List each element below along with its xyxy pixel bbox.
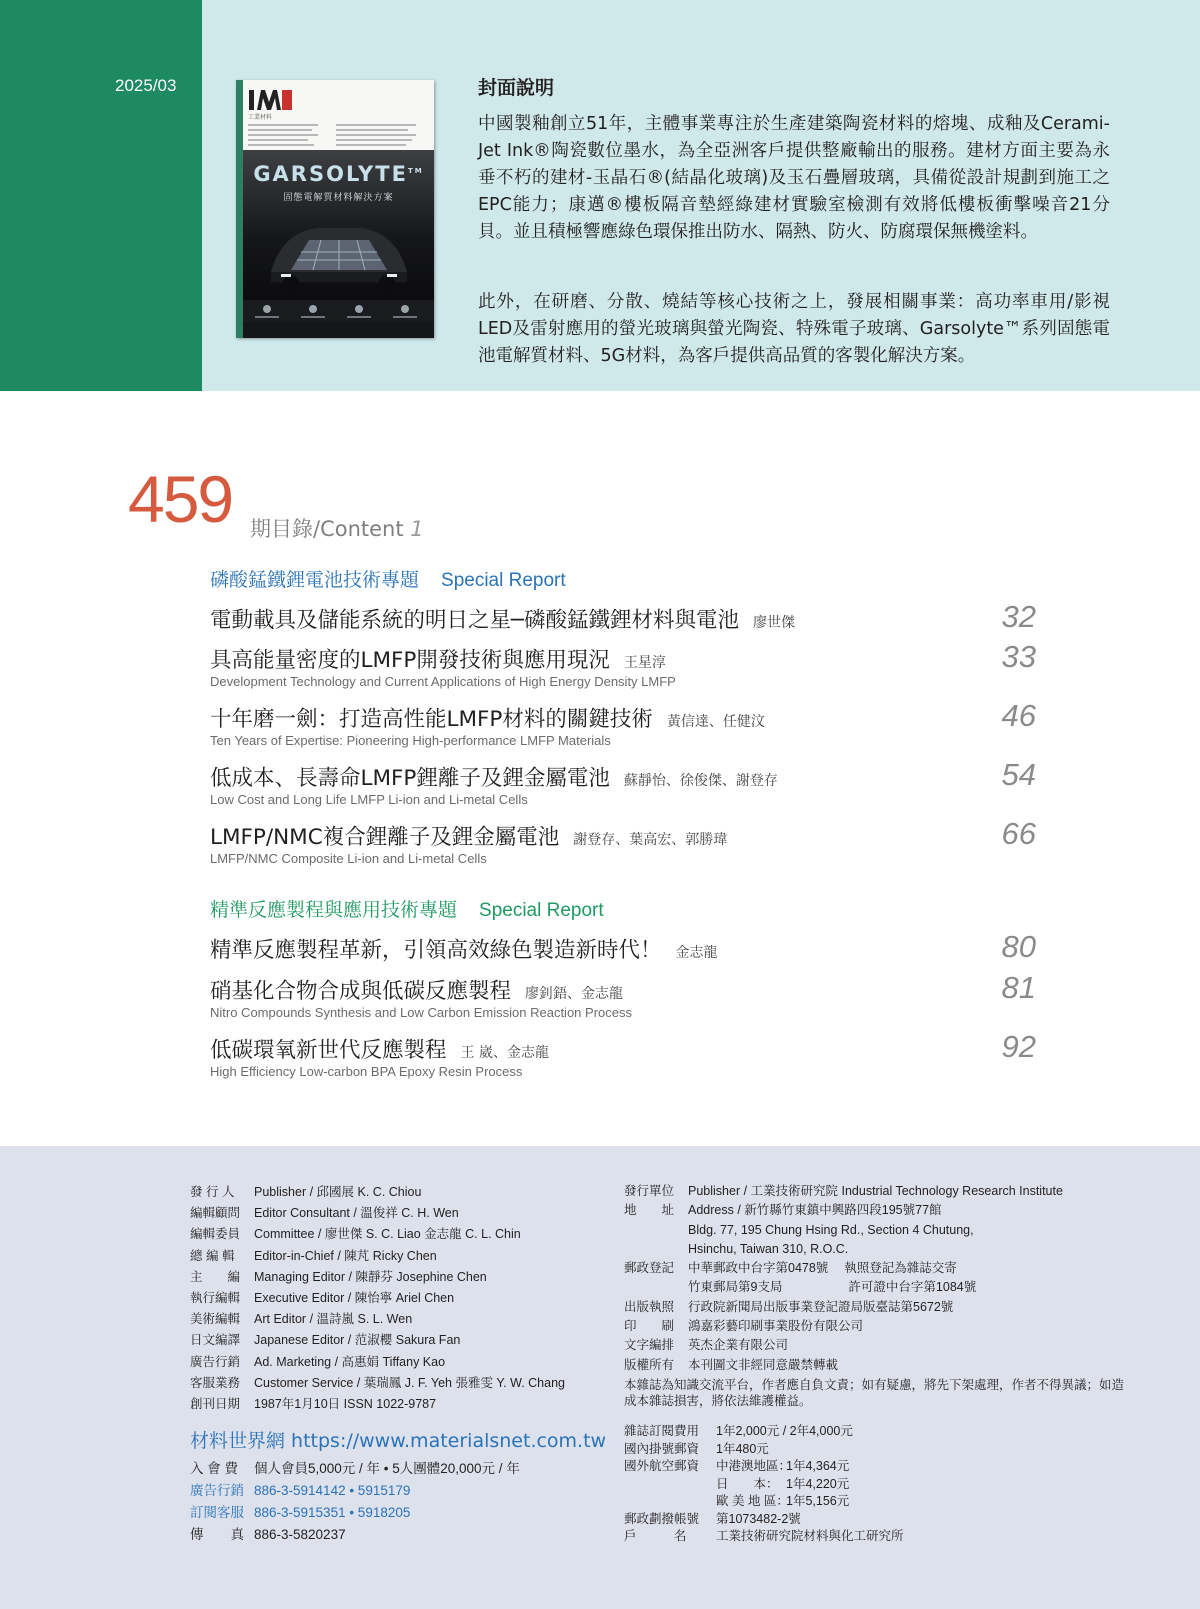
subscription-row [624, 1511, 904, 1529]
contact-row [190, 1480, 520, 1502]
masthead-value: 鴻嘉彩藝印刷事業股份有限公司 [688, 1319, 864, 1334]
masthead-value: Editor Consultant / 溫俊祥 C. H. Wen [254, 1206, 459, 1221]
toc-item-title[interactable]: 精準反應製程革新，引領高效綠色製造新時代！ [210, 938, 662, 963]
subscription-region: 中港澳地區： [716, 1459, 792, 1473]
masthead-row [190, 1352, 565, 1373]
toc-label-index: 1 [410, 517, 424, 541]
subscription-value: 工業技術研究院材料與化工研究所 [716, 1529, 904, 1543]
masthead-row [190, 1394, 565, 1415]
masthead-row [624, 1201, 1063, 1220]
masthead-row [624, 1221, 1063, 1240]
masthead-label: 總 編 輯 [190, 1248, 235, 1263]
itm-logo [248, 88, 294, 114]
toc-item-author: 廖釗鋙、金志龍 [525, 986, 624, 1002]
subscription-value: 1年4,220元 [786, 1476, 850, 1491]
subscription-row [624, 1476, 904, 1494]
legal-notice: 本雜誌為知識交流平台，作者應自負文責；如有疑慮，將先下架處理，作者不得異議；如造成本雜誌損害，將依法維護權益。 [624, 1378, 1125, 1408]
toc-label-text: 期目錄/Content [250, 517, 404, 541]
toc-item-author: 王星淳 [623, 655, 666, 671]
toc-item-author: 金志龍 [675, 945, 718, 961]
subscription-value: 1年4,364元 [786, 1459, 850, 1473]
issue-date: 2025/03 [115, 76, 177, 95]
masthead-row [624, 1336, 1063, 1355]
subscription-region: 日 本： [716, 1476, 779, 1491]
toc-item[interactable] [210, 816, 1036, 866]
masthead-value: Hsinchu, Taiwan 310, R.O.C. [688, 1241, 849, 1256]
masthead-label: 版權所有 [624, 1357, 675, 1372]
masthead-value: Japanese Editor / 范淑櫻 Sakura Fan [254, 1333, 461, 1348]
masthead-row [190, 1267, 565, 1288]
toc-item-page[interactable]: 92 [1001, 1029, 1036, 1064]
toc-item[interactable] [210, 1029, 1036, 1079]
masthead-value: Editor-in-Chief / 陳芃 Ricky Chen [254, 1248, 437, 1263]
masthead-value: Customer Service / 葉瑞鳳 J. F. Yeh 張雅雯 Y. W. Chang [254, 1375, 565, 1390]
masthead-value: 竹東郵局第9支局 許可證中台字第1084號 [688, 1280, 977, 1295]
masthead-label: 文字編排 [624, 1338, 675, 1353]
toc-item[interactable] [210, 698, 1036, 748]
toc-item-page[interactable]: 54 [1001, 757, 1036, 792]
cover-brand-text: GARSOLYTE [253, 162, 408, 186]
masthead-label: 日文編譯 [190, 1333, 241, 1348]
cover-description-title: 封面說明 [478, 77, 555, 99]
toc-item[interactable] [210, 929, 1036, 964]
subscription-label: 郵政劃撥帳號 [624, 1511, 700, 1526]
toc-item-page[interactable]: 81 [1001, 970, 1036, 1005]
cover-brand [243, 162, 434, 186]
subscription-row [624, 1458, 904, 1476]
subscription-value: 1年480元 [716, 1441, 769, 1456]
cover-logo-subtitle: 工業材料 [248, 114, 273, 121]
masthead-publisher [624, 1182, 1063, 1375]
toc-item-page[interactable]: 66 [1001, 816, 1036, 851]
masthead-row [190, 1330, 565, 1351]
subscription-value: 第1073482-2號 [716, 1511, 801, 1526]
toc-item-english-title: Development Technology and Current Applications of High Energy Density LMFP [210, 674, 676, 689]
subscription-row [624, 1493, 904, 1511]
cover-spine [236, 80, 243, 338]
toc-item-page[interactable]: 46 [1001, 698, 1036, 733]
masthead-label: 出版執照 [624, 1299, 675, 1314]
cover-text-lines [248, 120, 428, 150]
toc-item-title[interactable]: 具高能量密度的LMFP開發技術與應用現況 [210, 648, 610, 673]
masthead-label: 編輯委員 [190, 1227, 241, 1242]
subscription-row [624, 1423, 904, 1441]
cover-description-paragraph-1: 中國製釉創立51年，主體事業專注於生產建築陶瓷材料的熔塊、成釉及Cerami-Jet Ink®陶瓷數位墨水，為全亞洲客戶提供整廠輸出的服務。建材方面主要為永垂不朽的建材-玉晶石®(結晶化玻璃)及玉石疊層玻璃，具備從設計規劃到施工之EPC能力；康邁®樓板隔音墊經綠建材實驗室檢測有效將低樓板衝擊噪音21分貝。並且積極響應綠色環保推出防水、隔熱、防火、防腐環保無機塗料。 [478, 114, 1110, 242]
masthead-value: 英杰企業有限公司 [688, 1338, 789, 1353]
subscription-row [624, 1441, 904, 1459]
masthead-row [624, 1240, 1063, 1259]
section-title [210, 895, 604, 922]
website-link[interactable]: 材料世界網 https://www.materialsnet.com.tw [190, 1430, 607, 1452]
masthead-value: Managing Editor / 陳靜芬 Josephine Chen [254, 1269, 487, 1284]
toc-item-english-title: Low Cost and Long Life LMFP Li-ion and Li-metal Cells [210, 792, 528, 807]
masthead-row [190, 1309, 565, 1330]
masthead-label: 主 編 [190, 1269, 241, 1284]
masthead-label: 發 行 人 [190, 1185, 235, 1199]
masthead-row [190, 1288, 565, 1309]
masthead-row [624, 1182, 1063, 1201]
contact-label: 訂閱客服 [190, 1505, 244, 1520]
masthead-label: 執行編輯 [190, 1291, 241, 1306]
toc-item-title[interactable]: 低成本、長壽命LMFP鋰離子及鋰金屬電池 [210, 766, 610, 791]
toc-item-author: 廖世傑 [752, 615, 795, 631]
masthead-value: Ad. Marketing / 高惠娟 Tiffany Kao [254, 1354, 446, 1369]
contact-label: 傳 真 [190, 1527, 244, 1542]
green-side-bar [0, 0, 202, 391]
toc-item-page[interactable]: 80 [1001, 929, 1036, 964]
masthead-value: Publisher / 工業技術研究院 Industrial Technology Research Institute [688, 1184, 1063, 1198]
masthead-label: 郵政登記 [624, 1261, 675, 1276]
masthead-label: 印 刷 [624, 1319, 675, 1334]
toc-item-author: 謝登存、葉高宏、郭勝瑋 [573, 832, 728, 848]
toc-item[interactable] [210, 970, 1036, 1020]
contact-label: 廣告行銷 [190, 1483, 244, 1498]
cover-photo [243, 150, 434, 300]
masthead-label: 客服業務 [190, 1375, 241, 1390]
toc-item-author: 王 崴、金志龍 [460, 1045, 549, 1061]
masthead-value: Art Editor / 溫詩嵐 S. L. Wen [254, 1312, 413, 1327]
masthead-label: 地 址 [624, 1203, 675, 1218]
toc-item-title[interactable]: 低碳環氧新世代反應製程 [210, 1038, 447, 1063]
toc-item-page[interactable]: 33 [1001, 639, 1036, 674]
contact-info [190, 1458, 520, 1546]
masthead-row [190, 1182, 565, 1203]
section-title-en: Special Report [441, 570, 566, 591]
masthead-row [190, 1224, 565, 1245]
toc-item-title[interactable]: LMFP/NMC複合鋰離子及鋰金屬電池 [210, 825, 560, 850]
masthead-value: Committee / 廖世傑 S. C. Liao 金志龍 C. L. Chin [254, 1227, 521, 1242]
masthead-label: 廣告行銷 [190, 1354, 241, 1369]
masthead-value: 行政院新聞局出版事業登記證局版臺誌第5672號 [688, 1299, 954, 1314]
toc-item[interactable] [210, 599, 1036, 634]
masthead-row [624, 1298, 1063, 1317]
toc-item-english-title: Nitro Compounds Synthesis and Low Carbon Emission Reaction Process [210, 1005, 632, 1020]
issue-number: 459 [128, 462, 233, 536]
masthead-label: 發行單位 [624, 1184, 675, 1198]
masthead-row [190, 1246, 565, 1267]
toc-item-author: 黃信達、任健汶 [666, 714, 765, 730]
section-title [210, 565, 566, 592]
toc-item-page[interactable]: 32 [1001, 599, 1036, 634]
masthead-value: Bldg. 77, 195 Chung Hsing Rd., Section 4 Chutung, [688, 1222, 974, 1237]
toc-label [250, 513, 424, 543]
masthead-row [624, 1259, 1063, 1278]
subscription-label: 國外航空郵資 [624, 1459, 700, 1473]
contact-row [190, 1458, 520, 1480]
masthead-row [624, 1356, 1063, 1375]
contact-row [190, 1502, 520, 1524]
contact-value: 個人會員5,000元 / 年 • 5人團體20,000元 / 年 [254, 1461, 520, 1476]
masthead-row [624, 1317, 1063, 1336]
cover-footer [243, 322, 434, 338]
toc-item[interactable] [210, 757, 1036, 807]
toc-item-title[interactable]: 硝基化合物合成與低碳反應製程 [210, 979, 512, 1004]
toc-item[interactable] [210, 639, 1036, 689]
toc-item-author: 蘇靜怡、徐俊傑、謝登存 [623, 773, 778, 789]
subscription-label: 雜誌訂閱費用 [624, 1424, 700, 1438]
contact-phone[interactable]: 886-3-5915351 • 5918205 [254, 1505, 411, 1520]
toc-item-title[interactable]: 電動載具及儲能系統的明日之星─磷酸錳鐵鋰材料與電池 [210, 608, 739, 633]
toc-item-title[interactable]: 十年磨一劍：打造高性能LMFP材料的關鍵技術 [210, 707, 653, 732]
subscription-value: 1年5,156元 [786, 1494, 850, 1508]
subscription-row [624, 1528, 904, 1546]
section-title-en: Special Report [479, 900, 604, 921]
section-title-zh: 磷酸錳鐵鋰電池技術專題 [210, 569, 420, 591]
masthead-row [190, 1373, 565, 1394]
cover-feature-icons [243, 300, 434, 322]
masthead-label: 美術編輯 [190, 1312, 241, 1327]
subscription-value: 1年2,000元 / 2年4,000元 [716, 1424, 853, 1438]
contact-fax: 886-3-5820237 [254, 1527, 346, 1542]
masthead-value: Publisher / 邱國展 K. C. Chiou [254, 1185, 422, 1199]
subscription-info [624, 1423, 904, 1546]
contact-row [190, 1524, 520, 1546]
contact-label: 入 會 費 [190, 1461, 239, 1476]
masthead-value: Executive Editor / 陳怡寧 Ariel Chen [254, 1291, 455, 1306]
masthead-label: 編輯顧問 [190, 1206, 241, 1221]
car-battery-illustration [261, 212, 417, 294]
masthead-label: 創刊日期 [190, 1397, 241, 1412]
masthead-row [624, 1278, 1063, 1297]
toc-item-english-title: High Efficiency Low-carbon BPA Epoxy Resin Process [210, 1064, 523, 1079]
section-title-zh: 精準反應製程與應用技術專題 [210, 899, 458, 921]
subscription-label: 國內掛號郵資 [624, 1441, 700, 1456]
cover-brand-tm: TM [407, 167, 424, 175]
toc-item-english-title: LMFP/NMC Composite Li-ion and Li-metal Cells [210, 851, 487, 866]
masthead-staff [190, 1182, 565, 1415]
cover-description-paragraph-2: 此外，在研磨、分散、燒結等核心技術之上，發展相關事業：高功率車用/影視LED及雷射應用的螢光玻璃與螢光陶瓷、特殊電子玻璃、Garsolyte™系列固態電池電解質材料、5G材料，為客戶提供高品質的客製化解決方案。 [478, 292, 1110, 366]
masthead-value: 中華郵政中台字第0478號 執照登記為雜誌交寄 [688, 1261, 957, 1276]
masthead-value: 1987年1月10日 ISSN 1022-9787 [254, 1397, 437, 1412]
toc-item-english-title: Ten Years of Expertise: Pioneering High-performance LMFP Materials [210, 733, 611, 748]
cover-image [236, 80, 434, 338]
subscription-label: 戶 名 [624, 1529, 687, 1543]
cover-brand-subtitle: 固態電解質材料解決方案 [283, 193, 394, 203]
masthead-row [190, 1203, 565, 1224]
contact-phone[interactable]: 886-3-5914142 • 5915179 [254, 1483, 411, 1498]
subscription-region: 歐 美 地 區： [716, 1494, 789, 1508]
masthead-value: Address / 新竹縣竹東鎮中興路四段195號77館 [688, 1203, 942, 1218]
masthead-value: 本刊圖文非經同意嚴禁轉載 [688, 1357, 839, 1372]
